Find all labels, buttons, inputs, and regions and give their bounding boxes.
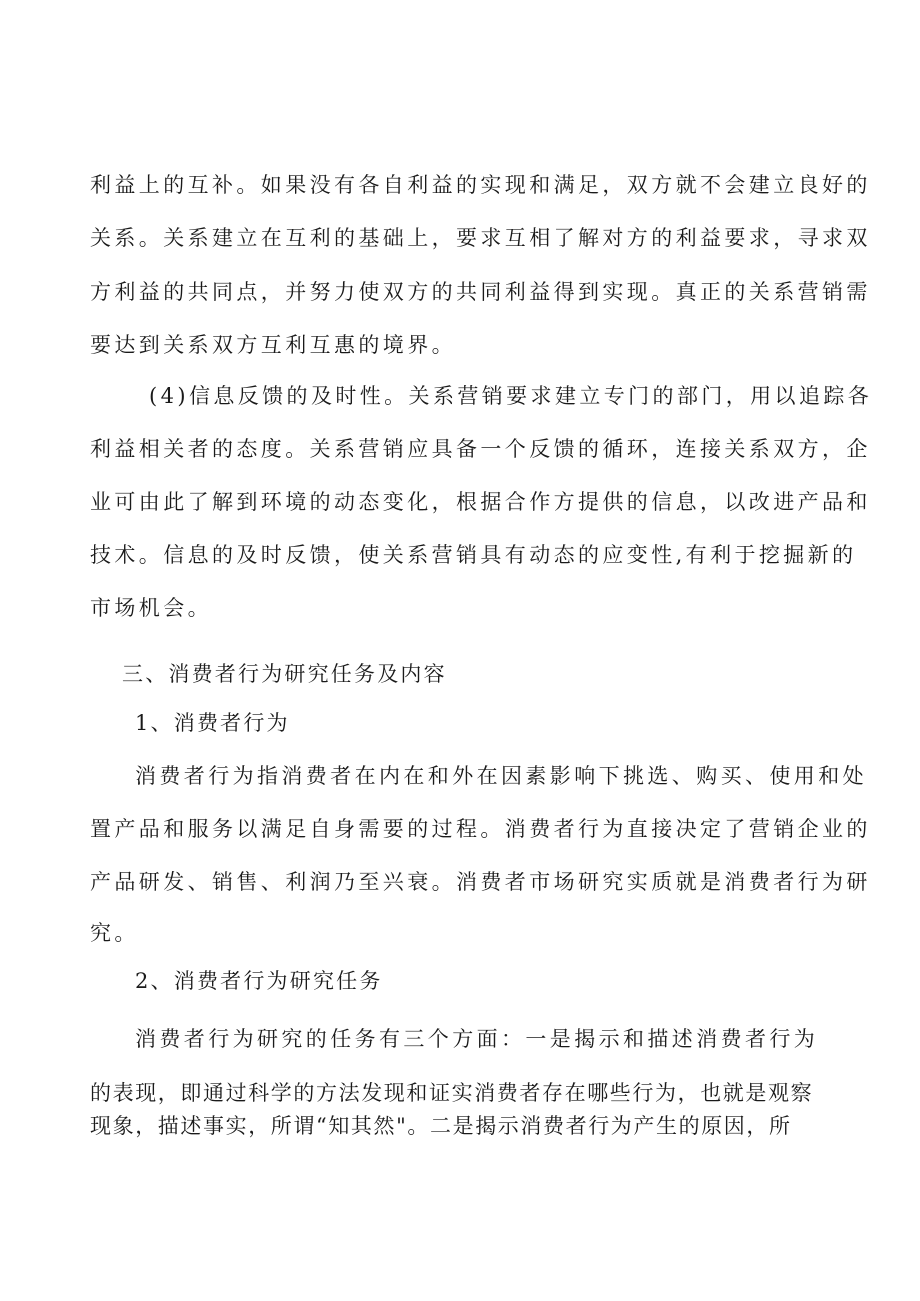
text-line: 要达到关系双方互利互惠的境界。 — [90, 333, 456, 357]
text-line: 消费者行为研究的任务有三个方面：一是揭示和描述消费者行为 — [135, 1027, 819, 1051]
text-line: 方利益的共同点，并努力使双方的共同利益得到实现。真正的关系营销需 — [90, 280, 871, 304]
section-heading: 三、消费者行为研究任务及内容 — [122, 662, 447, 686]
text-line: 业可由此了解到环境的动态变化，根据合作方提供的信息，以改进产品和 — [90, 490, 871, 514]
text-line: 的表现，即通过科学的方法发现和证实消费者存在哪些行为，也就是观察 — [90, 1081, 814, 1105]
text-line: 产品研发、销售、利润乃至兴衰。消费者市场研究实质就是消费者行为研 — [90, 870, 871, 894]
text-line: 技术。信息的及时反馈，使关系营销具有动态的应变性,有利于挖掘新的 — [90, 543, 857, 567]
text-line: 现象，描述事实，所谓“知其然"。二是揭示消费者行为产生的原因，所 — [90, 1114, 792, 1138]
text-line: 置产品和服务以满足自身需要的过程。消费者行为直接决定了营销企业的 — [90, 817, 871, 841]
text-line: 利益相关者的态度。关系营销应具备一个反馈的循环，连接关系双方，企 — [90, 437, 871, 461]
text-line: 究。 — [90, 921, 139, 945]
text-line: 市场机会。 — [90, 596, 212, 620]
text-line: 关系。关系建立在互利的基础上，要求互相了解对方的利益要求，寻求双 — [90, 226, 871, 250]
text-line: 消费者行为指消费者在内在和外在因素影响下挑选、购买、使用和处 — [135, 764, 867, 788]
subsection-heading: 2、消费者行为研究任务 — [135, 969, 383, 993]
text-line: 利益上的互补。如果没有各自利益的实现和满足，双方就不会建立良好的 — [90, 173, 871, 197]
subsection-heading: 1、消费者行为 — [135, 711, 290, 735]
text-line: (4)信息反馈的及时性。关系营销要求建立专门的部门，用以追踪各 — [149, 384, 873, 408]
